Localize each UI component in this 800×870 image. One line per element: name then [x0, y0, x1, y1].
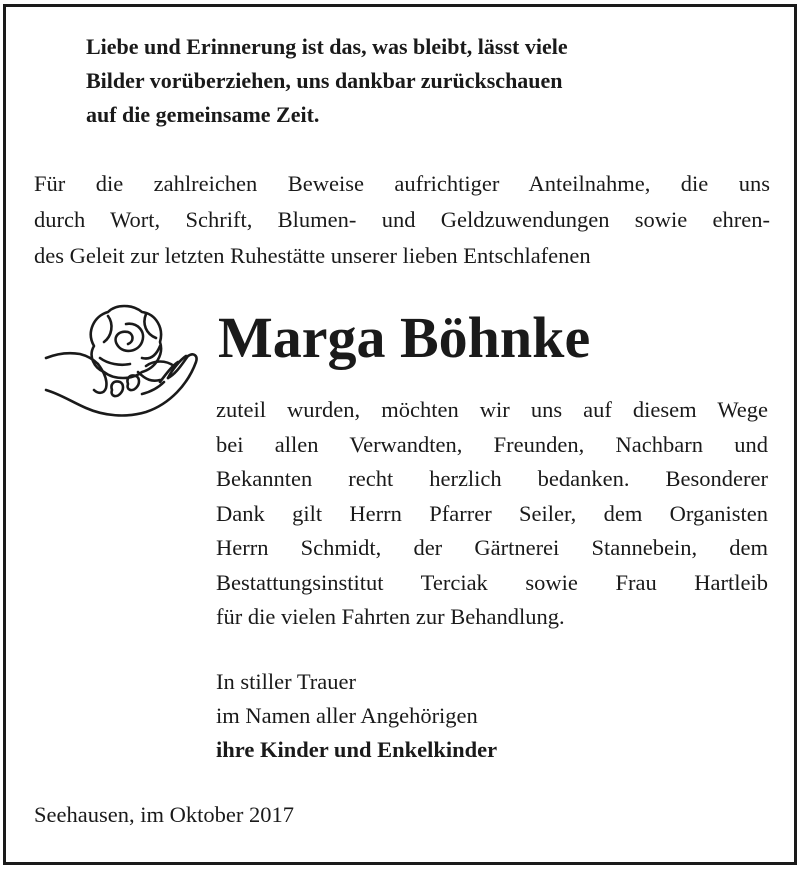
- memorial-quote: [86, 30, 726, 132]
- thanks-line: Für die zahlreichen Beweise aufrichtiger Anteilnahme, die uns: [34, 171, 770, 196]
- signature-line: im Namen aller Angehörigen: [216, 703, 478, 728]
- thanks-intro: [34, 166, 770, 274]
- quote-line: Bilder vorüberziehen, uns dankbar zurückschauen: [86, 68, 563, 93]
- body-line: bei allen Verwandten, Freunden, Nachbarn und: [216, 431, 768, 457]
- rose-in-hand-icon: [42, 294, 210, 434]
- thanks-line: des Geleit zur letzten Ruhestätte unserer lieben Entschlafenen: [34, 243, 591, 268]
- body-line: Dank gilt Herrn Pfarrer Seiler, dem Organisten: [216, 500, 768, 526]
- signature-block: [216, 665, 497, 767]
- body-line: Bekannten recht herzlich bedanken. Besonderer: [216, 466, 768, 491]
- body-line: für die vielen Fahrten zur Behandlung.: [216, 604, 565, 629]
- signature-family: ihre Kinder und Enkelkinder: [216, 737, 498, 762]
- quote-line: Liebe und Erinnerung ist das, was bleibt, lässt viele: [86, 34, 568, 59]
- thanks-body: [216, 393, 768, 635]
- body-line: Bestattungsinstitut Terciak sowie Frau Hartleib: [216, 569, 768, 595]
- deceased-name: Marga Böhnke: [218, 305, 591, 370]
- signature-line: In stiller Trauer: [216, 669, 356, 694]
- quote-line: auf die gemeinsame Zeit.: [86, 102, 320, 127]
- body-line: zuteil wurden, möchten wir uns auf diesem Wege: [216, 397, 768, 422]
- thanks-line: durch Wort, Schrift, Blumen- und Geldzuwendungen sowie ehren-: [34, 207, 770, 232]
- place-date: Seehausen, im Oktober 2017: [34, 802, 294, 827]
- body-line: Herrn Schmidt, der Gärtnerei Stannebein, dem: [216, 535, 768, 560]
